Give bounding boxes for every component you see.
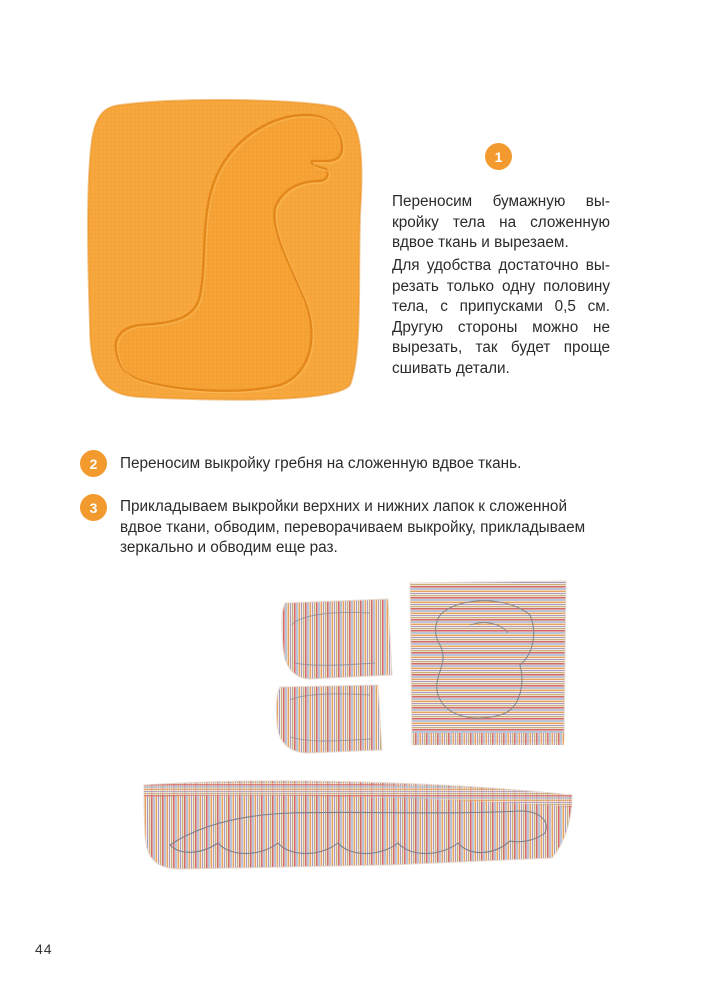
step-1-badge [485,143,512,170]
step-1-paragraph-2 [392,256,610,379]
step-1-paragraph-1 [392,192,610,254]
step-3-number: 3 [89,499,98,516]
orange-fabric-photo [80,95,370,405]
step-3-text: Прикладываем выкройки верхних и нижних лапок к сложенной вдвое ткани, обводим, переворачиваем выкройку, прикладываем зеркально и обводим еще раз. [120,498,586,556]
step-2-number: 2 [89,455,98,472]
page-number: 44 [35,941,53,957]
striped-fabric-photo [140,575,580,905]
step-1-text-1: Переносим бумажную выкройку тела на сложенную вдвое ткань и вырезаем. [392,193,610,251]
step-2-text: Переносим выкройку гребня на сложенную вдвое ткань. [120,455,522,472]
step-1-text-2: Для удобства достаточно вырезать только одну половину тела, с припусками 0,5 см. Другую стороны можно не вырезать, так будет проще сшивать детали. [392,257,610,377]
step-2-badge [80,450,107,477]
step-1-number: 1 [494,148,503,165]
step-3-badge [80,494,107,521]
